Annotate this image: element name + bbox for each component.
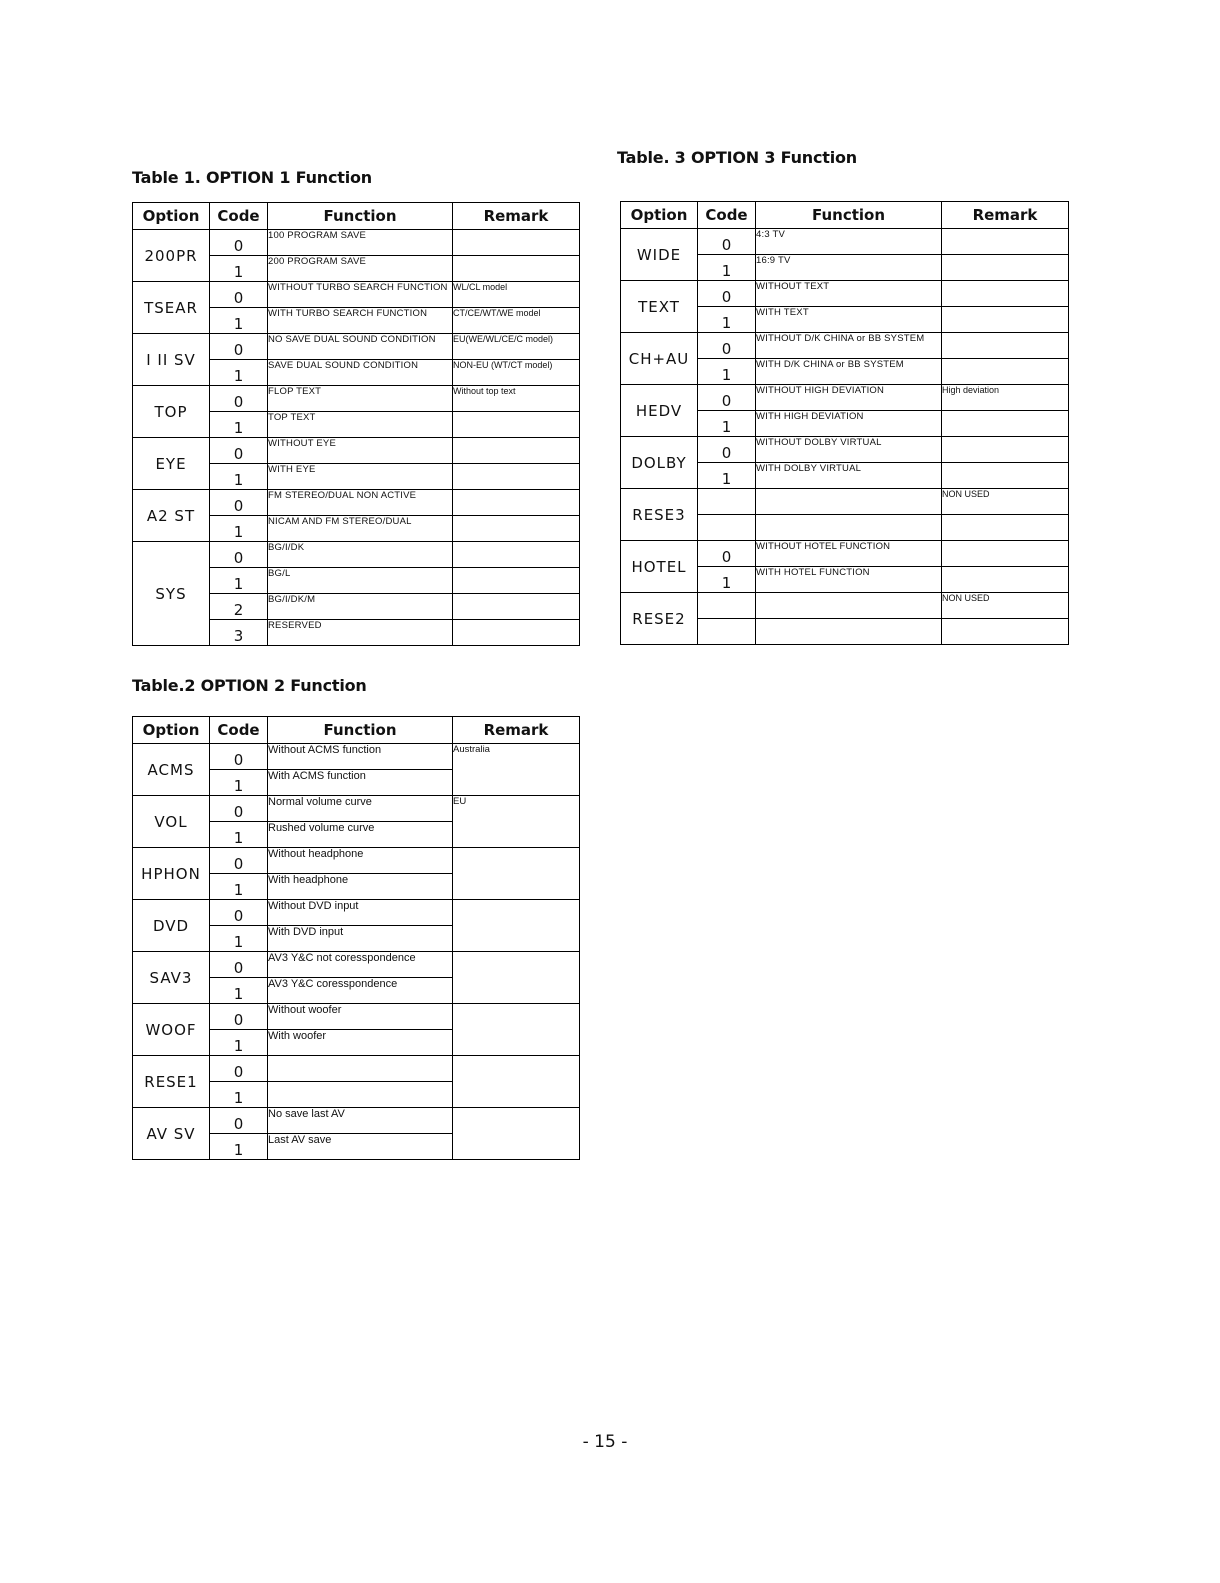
table-row xyxy=(133,282,580,308)
remark xyxy=(942,619,1069,645)
remark xyxy=(453,900,580,952)
option-code: 0 xyxy=(698,385,756,411)
remark: Without top text xyxy=(453,386,580,412)
function-description: Rushed volume curve xyxy=(268,822,453,848)
option-code: 0 xyxy=(698,541,756,567)
option-code: 1 xyxy=(698,463,756,489)
function-description: WITH TURBO SEARCH FUNCTION xyxy=(268,308,453,334)
option-code: 1 xyxy=(698,567,756,593)
option-name: I II SV xyxy=(133,334,210,386)
option-code xyxy=(698,515,756,541)
function-description: 100 PROGRAM SAVE xyxy=(268,230,453,256)
header-option: Option xyxy=(133,717,210,744)
remark xyxy=(942,567,1069,593)
remark: Australia xyxy=(453,744,580,796)
remark xyxy=(942,411,1069,437)
option-code: 0 xyxy=(210,282,268,308)
option-code: 1 xyxy=(210,926,268,952)
header-code: Code xyxy=(210,203,268,230)
remark xyxy=(942,333,1069,359)
option-code: 0 xyxy=(210,490,268,516)
header-option: Option xyxy=(133,203,210,230)
remark: EU xyxy=(453,796,580,848)
option-name: VOL xyxy=(133,796,210,848)
function-description: With headphone xyxy=(268,874,453,900)
remark xyxy=(942,281,1069,307)
option-code: 0 xyxy=(698,229,756,255)
table-row xyxy=(621,489,1069,515)
option-code: 0 xyxy=(210,1108,268,1134)
function-description: WITHOUT TURBO SEARCH FUNCTION xyxy=(268,282,453,308)
remark xyxy=(453,256,580,282)
remark xyxy=(453,412,580,438)
function-description: BG/I/DK xyxy=(268,542,453,568)
header-remark: Remark xyxy=(453,203,580,230)
option-code: 0 xyxy=(210,386,268,412)
table-row xyxy=(133,952,580,978)
function-description: WITHOUT D/K CHINA or BB SYSTEM xyxy=(756,333,942,359)
function-description: Without woofer xyxy=(268,1004,453,1030)
option-name: TOP xyxy=(133,386,210,438)
option-code: 0 xyxy=(210,438,268,464)
function-description: Without headphone xyxy=(268,848,453,874)
function-description: WITHOUT HOTEL FUNCTION xyxy=(756,541,942,567)
table1-caption: Table 1. OPTION 1 Function xyxy=(132,168,372,187)
table-row xyxy=(621,281,1069,307)
option-code: 1 xyxy=(210,256,268,282)
function-description: With DVD input xyxy=(268,926,453,952)
table-row xyxy=(133,744,580,770)
table-row xyxy=(133,1108,580,1134)
table-row xyxy=(621,333,1069,359)
option-code: 1 xyxy=(210,978,268,1004)
remark xyxy=(453,1004,580,1056)
function-description xyxy=(756,515,942,541)
function-description xyxy=(268,1082,453,1108)
table-row xyxy=(621,541,1069,567)
remark xyxy=(453,230,580,256)
remark xyxy=(453,516,580,542)
table-row xyxy=(621,229,1069,255)
option3-table-body xyxy=(621,229,1069,645)
option-code: 0 xyxy=(210,542,268,568)
option-name: DVD xyxy=(133,900,210,952)
table-row xyxy=(621,437,1069,463)
function-description: No save last AV xyxy=(268,1108,453,1134)
function-description: WITHOUT EYE xyxy=(268,438,453,464)
table-row xyxy=(133,1004,580,1030)
option-code: 1 xyxy=(698,411,756,437)
function-description xyxy=(756,619,942,645)
table-row xyxy=(621,385,1069,411)
remark xyxy=(453,1108,580,1160)
table-row xyxy=(133,542,580,568)
option-code xyxy=(698,619,756,645)
option-code: 1 xyxy=(210,308,268,334)
option-name: RESE3 xyxy=(621,489,698,541)
option-name: SAV3 xyxy=(133,952,210,1004)
option-code: 0 xyxy=(210,848,268,874)
option-name: HEDV xyxy=(621,385,698,437)
header-code: Code xyxy=(210,717,268,744)
remark xyxy=(453,594,580,620)
table-row xyxy=(621,593,1069,619)
table-row xyxy=(133,438,580,464)
option-code: 0 xyxy=(698,437,756,463)
remark: WL/CL model xyxy=(453,282,580,308)
remark xyxy=(453,568,580,594)
function-description: With woofer xyxy=(268,1030,453,1056)
function-description: AV3 Y&C coresspondence xyxy=(268,978,453,1004)
option-code: 0 xyxy=(210,334,268,360)
function-description xyxy=(756,593,942,619)
remark xyxy=(942,463,1069,489)
option-code: 1 xyxy=(210,412,268,438)
option-code: 0 xyxy=(210,952,268,978)
option3-table xyxy=(620,201,1069,645)
function-description: WITH EYE xyxy=(268,464,453,490)
option-code: 0 xyxy=(210,900,268,926)
header-code: Code xyxy=(698,202,756,229)
table2-caption: Table.2 OPTION 2 Function xyxy=(132,676,367,695)
function-description xyxy=(268,1056,453,1082)
header-function: Function xyxy=(756,202,942,229)
remark xyxy=(942,541,1069,567)
option-name: ACMS xyxy=(133,744,210,796)
option-name: EYE xyxy=(133,438,210,490)
option-code: 1 xyxy=(210,568,268,594)
function-description: Without DVD input xyxy=(268,900,453,926)
option-code: 2 xyxy=(210,594,268,620)
option-name: DOLBY xyxy=(621,437,698,489)
function-description: TOP TEXT xyxy=(268,412,453,438)
remark: NON-EU (WT/CT model) xyxy=(453,360,580,386)
header-function: Function xyxy=(268,203,453,230)
option-name: WOOF xyxy=(133,1004,210,1056)
header-row xyxy=(133,717,580,744)
remark xyxy=(942,515,1069,541)
table-row xyxy=(133,1056,580,1082)
option-name: RESE1 xyxy=(133,1056,210,1108)
option-code: 1 xyxy=(210,1082,268,1108)
function-description: RESERVED xyxy=(268,620,453,646)
option-code: 1 xyxy=(698,359,756,385)
function-description: WITH D/K CHINA or BB SYSTEM xyxy=(756,359,942,385)
table-row xyxy=(133,796,580,822)
function-description: 4:3 TV xyxy=(756,229,942,255)
remark xyxy=(942,307,1069,333)
function-description: NICAM AND FM STEREO/DUAL xyxy=(268,516,453,542)
option-code: 1 xyxy=(698,255,756,281)
remark: EU(WE/WL/CE/C model) xyxy=(453,334,580,360)
header-remark: Remark xyxy=(453,717,580,744)
option1-table-body xyxy=(133,230,580,646)
remark xyxy=(942,437,1069,463)
option-name: 200PR xyxy=(133,230,210,282)
header-function: Function xyxy=(268,717,453,744)
remark xyxy=(942,255,1069,281)
remark xyxy=(453,542,580,568)
table-row xyxy=(133,386,580,412)
function-description: FM STEREO/DUAL NON ACTIVE xyxy=(268,490,453,516)
remark xyxy=(942,229,1069,255)
function-description: NO SAVE DUAL SOUND CONDITION xyxy=(268,334,453,360)
function-description: Normal volume curve xyxy=(268,796,453,822)
remark xyxy=(453,620,580,646)
option2-table xyxy=(132,716,580,1160)
option-code: 0 xyxy=(210,1056,268,1082)
function-description: WITH TEXT xyxy=(756,307,942,333)
function-description xyxy=(756,489,942,515)
table-row xyxy=(133,848,580,874)
remark: High deviation xyxy=(942,385,1069,411)
function-description: 16:9 TV xyxy=(756,255,942,281)
option-name: CH+AU xyxy=(621,333,698,385)
option-code: 1 xyxy=(698,307,756,333)
option-code: 0 xyxy=(698,333,756,359)
function-description: WITHOUT DOLBY VIRTUAL xyxy=(756,437,942,463)
function-description: WITH DOLBY VIRTUAL xyxy=(756,463,942,489)
option1-table xyxy=(132,202,580,646)
function-description: WITHOUT TEXT xyxy=(756,281,942,307)
option-code: 1 xyxy=(210,874,268,900)
remark: NON USED xyxy=(942,489,1069,515)
remark xyxy=(453,952,580,1004)
remark xyxy=(942,359,1069,385)
option2-table-body xyxy=(133,744,580,1160)
option-code: 3 xyxy=(210,620,268,646)
table3-caption: Table. 3 OPTION 3 Function xyxy=(617,148,857,167)
option-code: 1 xyxy=(210,770,268,796)
option-code: 1 xyxy=(210,1030,268,1056)
option-name: HPHON xyxy=(133,848,210,900)
function-description: FLOP TEXT xyxy=(268,386,453,412)
option-name: TEXT xyxy=(621,281,698,333)
function-description: WITH HIGH DEVIATION xyxy=(756,411,942,437)
header-row xyxy=(621,202,1069,229)
function-description: WITHOUT HIGH DEVIATION xyxy=(756,385,942,411)
option-name: RESE2 xyxy=(621,593,698,645)
option-name: WIDE xyxy=(621,229,698,281)
option-name: HOTEL xyxy=(621,541,698,593)
table-row xyxy=(133,334,580,360)
option-code: 1 xyxy=(210,1134,268,1160)
option-code xyxy=(698,489,756,515)
option-code: 1 xyxy=(210,464,268,490)
header-option: Option xyxy=(621,202,698,229)
option-code: 0 xyxy=(210,230,268,256)
header-remark: Remark xyxy=(942,202,1069,229)
function-description: BG/I/DK/M xyxy=(268,594,453,620)
function-description: SAVE DUAL SOUND CONDITION xyxy=(268,360,453,386)
table-row xyxy=(133,230,580,256)
function-description: 200 PROGRAM SAVE xyxy=(268,256,453,282)
option-code: 0 xyxy=(698,281,756,307)
header-row xyxy=(133,203,580,230)
remark xyxy=(453,464,580,490)
table-row xyxy=(133,900,580,926)
remark: CT/CE/WT/WE model xyxy=(453,308,580,334)
remark xyxy=(453,1056,580,1108)
option-name: AV SV xyxy=(133,1108,210,1160)
function-description: Without ACMS function xyxy=(268,744,453,770)
function-description: BG/L xyxy=(268,568,453,594)
function-description: WITH HOTEL FUNCTION xyxy=(756,567,942,593)
option-code xyxy=(698,593,756,619)
page-number: - 15 - xyxy=(582,1432,628,1452)
function-description: AV3 Y&C not coresspondence xyxy=(268,952,453,978)
option-name: A2 ST xyxy=(133,490,210,542)
option-name: SYS xyxy=(133,542,210,646)
table-row xyxy=(133,490,580,516)
option-code: 0 xyxy=(210,796,268,822)
option-code: 1 xyxy=(210,822,268,848)
function-description: With ACMS function xyxy=(268,770,453,796)
remark xyxy=(453,490,580,516)
option-code: 0 xyxy=(210,744,268,770)
remark xyxy=(453,438,580,464)
remark: NON USED xyxy=(942,593,1069,619)
option-code: 1 xyxy=(210,360,268,386)
option-code: 0 xyxy=(210,1004,268,1030)
remark xyxy=(453,848,580,900)
option-code: 1 xyxy=(210,516,268,542)
function-description: Last AV save xyxy=(268,1134,453,1160)
option-name: TSEAR xyxy=(133,282,210,334)
